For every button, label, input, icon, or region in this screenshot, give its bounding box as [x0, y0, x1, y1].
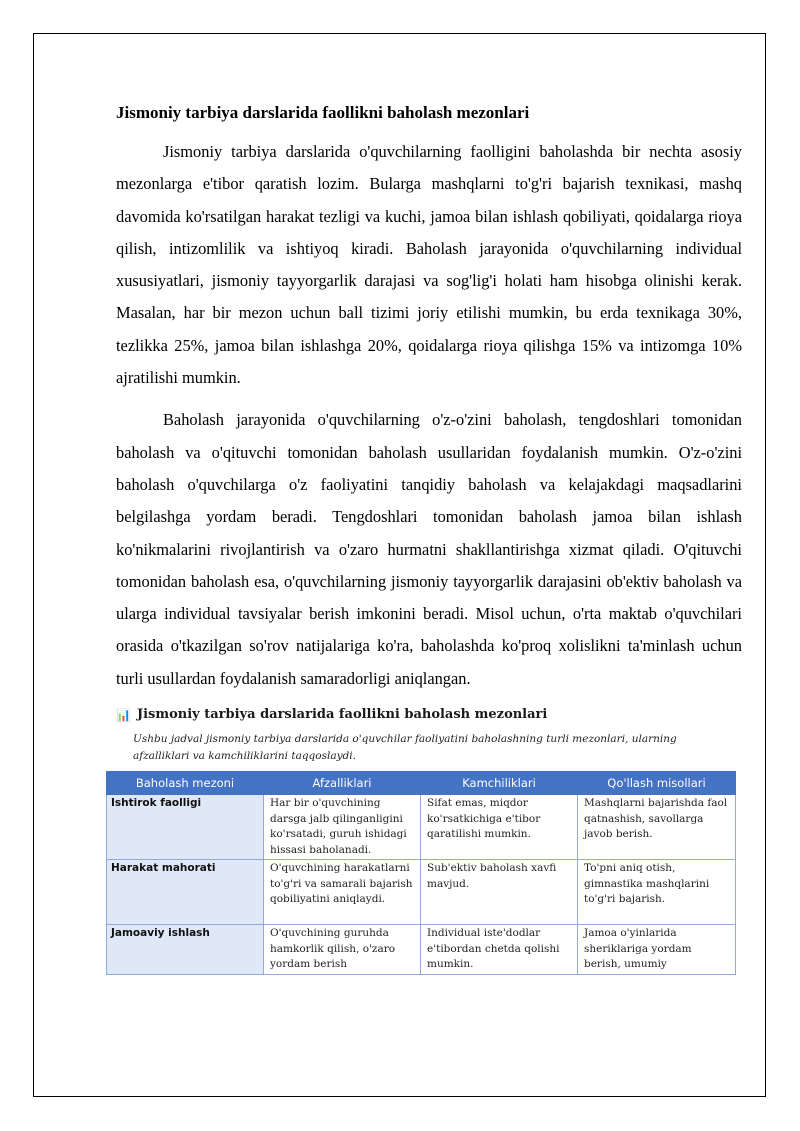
- header-disadvantages: Kamchiliklari: [421, 772, 578, 795]
- table-header-row: [107, 772, 736, 795]
- table-row: [107, 925, 736, 975]
- row-disadvantages: Sub'ektiv baholash xavfi mavjud.: [421, 860, 578, 925]
- table-row: [107, 795, 736, 860]
- row-criterion: Jamoaviy ishlash: [107, 925, 264, 975]
- table-row: [107, 860, 736, 925]
- paragraph-2: Baholash jarayonida o'quvchilarning o'z-o'zini baholash, tengdoshlari tomonidan baholash va o'qituvchi tomonidan baholash usullaridan foydalanish mumkin. O'z-o'zini baholash o'quvchilarga o'z faoliyatini tanqidiy baholash va kelajakdagi maqsadlarini belgilashga yordam beradi. Tengdoshlari tomonidan baholash jamoa bilan ishlash ko'nikmalarini rivojlantirish va o'zaro hurmatni shakllantirishga xizmat qiladi. O'qituvchi tomonidan baholash esa, o'quvchilarning jismoniy tayyorgarlik darajasini ob'ektiv baholash va ularga individual tavsiyalar berish imkonini beradi. Misol uchun, o'rta maktab o'quvchilari orasida o'tkazilgan so'rov natijalariga ko'ra, baholashda ko'proq xolislikni ta'minlash uchun turli usullardan foydalanish samaradorligi aniqlangan.: [116, 410, 742, 688]
- row-examples: Jamoa o'yinlarida sheriklariga yordam berish, umumiy: [578, 925, 736, 975]
- row-criterion: Harakat mahorati: [107, 860, 264, 925]
- criteria-table: [106, 771, 736, 975]
- table-title: [116, 705, 742, 725]
- header-criterion: Baholash mezoni: [107, 772, 264, 795]
- row-examples: Mashqlarni bajarishda faol qatnashish, savollarga javob berish.: [578, 795, 736, 860]
- row-criterion: Ishtirok faolligi: [107, 795, 264, 860]
- row-examples: To'pni aniq otish, gimnastika mashqlarini to'g'ri bajarish.: [578, 860, 736, 925]
- paragraph-1: Jismoniy tarbiya darslarida o'quvchilarning faolligini baholashda bir nechta asosiy mezonlarga e'tibor qaratish lozim. Bularga mashqlarni to'g'ri bajarish texnikasi, mashq davomida ko'rsatilgan harakat tezligi va kuchi, jamoa bilan ishlash qobiliyati, qoidalarga rioya qilish, intizomlilik va ishtiyoq kiradi. Baholash jarayonida o'quvchilarning individual xususiyatlari, jismoniy tayyorgarlik darajasi va sog'lig'i holati ham hisobga olinishi kerak. Masalan, har bir mezon uchun ball tizimi joriy etilishi mumkin, bu erda texnikaga 30%, tezlikka 25%, jamoa bilan ishlashga 20%, qoidalarga rioya qilishga 15% va intizomga 10% ajratilishi mumkin.: [116, 142, 742, 388]
- row-advantages: O'quvchining harakatlarni to'g'ri va samarali bajarish qobiliyatini aniqlaydi.: [264, 860, 421, 925]
- table-block: [111, 705, 742, 975]
- row-advantages: Har bir o'quvchining darsga jalb qilinganligini ko'rsatadi, guruh ishidagi hissasi baholanadi.: [264, 795, 421, 860]
- header-advantages: Afzalliklari: [264, 772, 421, 795]
- row-disadvantages: Individual iste'dodlar e'tibordan chetda qolishi mumkin.: [421, 925, 578, 975]
- table-caption: Ushbu jadval jismoniy tarbiya darslarida o'quvchilar faoliyatini baholashning turli mezonlari, ularning afzalliklari va kamchiliklarini taqqoslaydi.: [133, 733, 677, 763]
- bar-chart-icon: 📊: [116, 708, 131, 723]
- section-heading: Jismoniy tarbiya darslarida faollikni baholash mezonlari: [116, 103, 530, 122]
- row-disadvantages: Sifat emas, miqdor ko'rsatkichiga e'tibor qaratilishi mumkin.: [421, 795, 578, 860]
- row-advantages: O'quvchining guruhda hamkorlik qilish, o'zaro yordam berish: [264, 925, 421, 975]
- table-title-text: Jismoniy tarbiya darslarida faollikni baholash mezonlari: [136, 707, 548, 723]
- header-examples: Qo'llash misollari: [578, 772, 736, 795]
- document-content: [111, 100, 742, 975]
